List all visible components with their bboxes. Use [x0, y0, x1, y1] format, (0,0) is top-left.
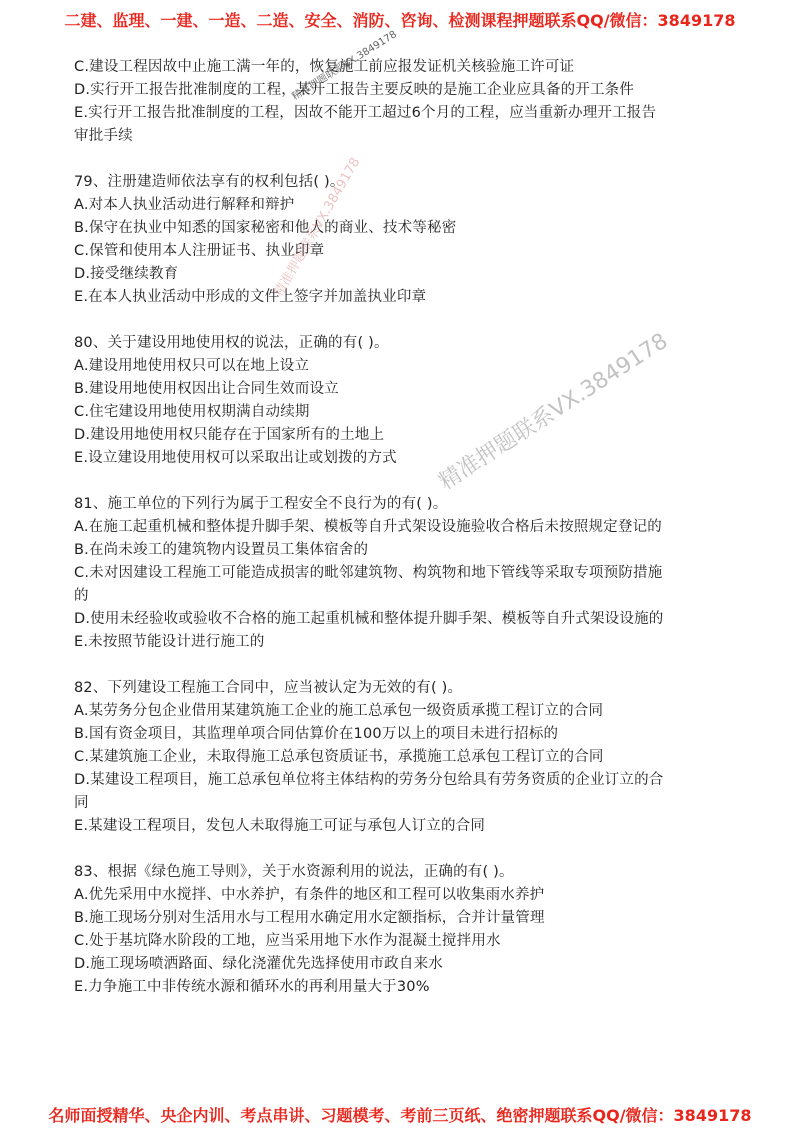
option-b: B.保守在执业中知悉的国家秘密和他人的商业、技术等秘密	[74, 220, 457, 236]
option-a: A.建设用地使用权只可以在地上设立	[74, 358, 310, 374]
question-81	[74, 493, 734, 654]
option-line: C.建设工程因故中止施工满一年的，恢复施工前应报发证机关核验施工许可证	[74, 59, 575, 75]
option-a: A.优先采用中水搅拌、中水养护，有条件的地区和工程可以收集雨水养护	[74, 887, 545, 903]
option-e: E.设立建设用地使用权可以采取出让或划拨的方式	[74, 450, 397, 466]
option-b: B.国有资金项目，其监理单项合同估算价在100万以上的项目未进行招标的	[74, 726, 559, 742]
option-b: B.建设用地使用权因出让合同生效而设立	[74, 381, 339, 397]
option-c: C.某建筑施工企业，未取得施工总承包资质证书，承揽施工总承包工程订立的合同	[74, 749, 604, 765]
option-line-continuation: 审批手续	[74, 128, 133, 144]
watermark: 精准押题联系VX.3849178	[290, 29, 399, 103]
top-ad-banner: 二建、监理、一建、一造、二造、安全、消防、咨询、检测课程押题联系QQ/微信：3849178	[64, 11, 736, 30]
option-b: B.施工现场分别对生活用水与工程用水确定用水定额指标，合并计量管理	[74, 910, 545, 926]
option-b: B.在尚未竣工的建筑物内设置员工集体宿舍的	[74, 542, 369, 558]
question-stem: 82、下列建设工程施工合同中，应当被认定为无效的有( )。	[74, 680, 463, 696]
option-line: D.实行开工报告批准制度的工程，某开工报告主要反映的是施工企业应具备的开工条件	[74, 82, 635, 98]
question-stem: 80、关于建设用地使用权的说法，正确的有( )。	[74, 335, 389, 351]
question-83	[74, 861, 734, 999]
option-a: A.对本人执业活动进行解释和辩护	[74, 197, 295, 213]
option-d-continuation: 同	[74, 795, 89, 811]
option-c: C.未对因建设工程施工可能造成损害的毗邻建筑物、构筑物和地下管线等采取专项预防措施	[74, 565, 663, 581]
option-c: C.处于基坑降水阶段的工地，应当采用地下水作为混凝土搅拌用水	[74, 933, 501, 949]
option-e: E.在本人执业活动中形成的文件上签字并加盖执业印章	[74, 289, 427, 305]
watermark: 精准押题联系VX.3849178	[434, 328, 673, 496]
option-d: D.使用未经验收或验收不合格的施工起重机械和整体提升脚手架、模板等自升式架设设施的	[74, 611, 664, 627]
question-80	[74, 332, 734, 470]
question-stem: 83、根据《绿色施工导则》，关于水资源利用的说法，正确的有( )。	[74, 864, 514, 880]
question-stem: 79、注册建造师依法享有的权利包括( )。	[74, 174, 345, 190]
option-e: E.某建设工程项目，发包人未取得施工可证与承包人订立的合同	[74, 818, 486, 834]
option-d: D.某建设工程项目，施工总承包单位将主体结构的劳务分包给具有劳务资质的企业订立的合	[74, 772, 664, 788]
option-d: D.建设用地使用权只能存在于国家所有的土地上	[74, 427, 385, 443]
carryover-options	[74, 56, 734, 148]
option-d: D.接受继续教育	[74, 266, 179, 282]
watermark: 精准押题联系VX.3849178	[271, 155, 364, 300]
bottom-ad-banner: 名师面授精华、央企内训、考点串讲、习题模考、考前三页纸、绝密押题联系QQ/微信：3849178	[48, 1106, 752, 1125]
question-stem: 81、施工单位的下列行为属于工程安全不良行为的有( )。	[74, 496, 448, 512]
option-a: A.某劳务分包企业借用某建筑施工企业的施工总承包一级资质承揽工程订立的合同	[74, 703, 604, 719]
option-c-continuation: 的	[74, 588, 89, 604]
option-e: E.未按照节能设计进行施工的	[74, 634, 265, 650]
question-79	[74, 171, 734, 309]
question-82	[74, 677, 734, 838]
exam-content	[74, 56, 734, 999]
option-c: C.住宅建设用地使用权期满自动续期	[74, 404, 310, 420]
option-e: E.力争施工中非传统水源和循环水的再利用量大于30%	[74, 979, 430, 995]
option-d: D.施工现场喷洒路面、绿化浇灌优先选择使用市政自来水	[74, 956, 443, 972]
option-line: E.实行开工报告批准制度的工程，因故不能开工超过6个月的工程，应当重新办理开工报告	[74, 105, 657, 121]
option-a: A.在施工起重机械和整体提升脚手架、模板等自升式架设设施验收合格后未按照规定登记的	[74, 519, 662, 535]
option-c: C.保管和使用本人注册证书、执业印章	[74, 243, 325, 259]
